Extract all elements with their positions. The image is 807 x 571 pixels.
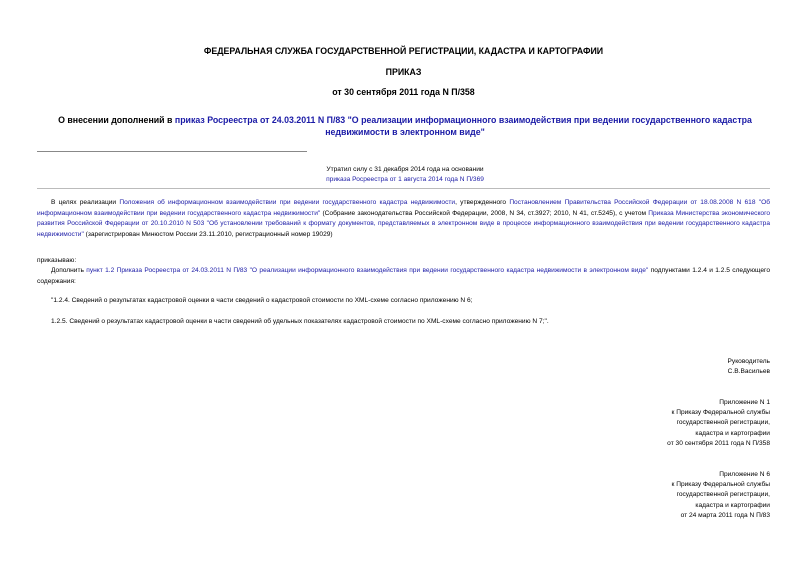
agency-heading: ФЕДЕРАЛЬНАЯ СЛУЖБА ГОСУДАРСТВЕННОЙ РЕГИСТРАЦИИ, КАДАСТРА И КАРТОГРАФИИ xyxy=(203,46,604,56)
order-word: приказываю: xyxy=(37,257,77,264)
doc-date-number: от 30 сентября 2011 года N П/358 xyxy=(332,87,475,97)
instruction-paragraph xyxy=(37,266,770,287)
lapse-note xyxy=(250,165,560,184)
appendix-6-title: Приложение N 6 xyxy=(719,471,770,478)
title-prefix: О внесении дополнений в xyxy=(58,115,175,125)
government-decree-link[interactable]: Постановлением Правительства Российской Федерации от 18.08.2008 N 618 "Об информационном взаимодействии при ведении государственного кадастра недвижимости" xyxy=(37,199,770,217)
appendix-6-line-4: кадастра и картографии xyxy=(695,501,770,509)
appendix-1-line-3: государственной регистрации, xyxy=(676,419,770,427)
divider-short xyxy=(37,151,307,152)
clause-1-2-4: "1.2.4. Сведений о результатах кадастровой оценки в части сведений о кадастровой стоимости по XML-схеме согласно приложению N 6; xyxy=(51,297,473,304)
preamble-text-3: (Собрание законодательства Российской Федерации, 2008, N 34, ст.3927; 2010, N 41, ст.5245), с учетом xyxy=(320,209,649,217)
appendix-1-header xyxy=(510,398,770,449)
lapse-note-text: Утратил силу с 31 декабря 2014 года на основании xyxy=(326,166,484,173)
preamble-text-2: , утвержденного xyxy=(455,199,510,206)
appendix-6-header xyxy=(510,470,770,521)
instruction-text-2: подпунктами 1.2.4 и 1.2.5 следующего содержания: xyxy=(37,267,770,285)
appendix-1-line-5: от 30 сентября 2011 года N П/358 xyxy=(667,439,770,447)
clause-1-2-5: 1.2.5. Сведений о результатах кадастровой оценки в части сведений об удельных показателях кадастровой стоимости по XML-схеме согласно приложению N 7;". xyxy=(51,318,549,325)
appendix-1-title: Приложение N 1 xyxy=(719,399,770,406)
title-order-link[interactable]: приказ Росреестра от 24.03.2011 N П/83 "О реализации информационного взаимодействия при ведении государственного кадастра недвижимости в электронном виде" xyxy=(174,115,752,137)
regulation-link[interactable]: Положения об информационном взаимодействии при ведении государственного кадастра недвижимости xyxy=(119,199,456,206)
preamble-text-4: (зарегистрирован Минюстом России 23.11.2010, регистрационный номер 19029) xyxy=(83,230,333,238)
clause-1-2-link[interactable]: пункт 1.2 Приказа Росреестра от 24.03.2011 N П/83 "О реализации информационного взаимодействия при ведении государственного кадастра недвижимости в электронном виде" xyxy=(86,267,649,274)
appendix-1-line-2: к Приказу Федеральной службы xyxy=(671,409,770,417)
appendix-6-line-2: к Приказу Федеральной службы xyxy=(671,481,770,489)
preamble-text-1: В целях реализации xyxy=(51,199,120,206)
appendix-6-line-5: от 24 марта 2011 года N П/83 xyxy=(680,511,770,519)
lapse-order-link[interactable]: приказа Росреестра от 1 августа 2014 года N П/369 xyxy=(326,175,484,183)
document-title xyxy=(40,115,770,138)
ministry-order-link[interactable]: Приказа Министерства экономического развития Российской Федерации от 20.10.2010 N 503 "Об установлении требований к формату документов, представляемых в электронном виде в процессе информационного взаимодействия при ведении государственного кадастра недвижимости" xyxy=(37,209,771,238)
appendix-6-line-3: государственной регистрации, xyxy=(676,491,770,499)
signature-role: Руководитель xyxy=(727,358,770,365)
doc-type-heading: ПРИКАЗ xyxy=(385,67,422,77)
signature-block xyxy=(510,357,770,377)
instruction-text-1: Дополнить xyxy=(51,267,87,274)
signature-name: С.В.Васильев xyxy=(727,368,770,376)
appendix-1-line-4: кадастра и картографии xyxy=(695,429,770,437)
preamble-paragraph xyxy=(37,198,770,240)
divider-long xyxy=(37,188,770,189)
